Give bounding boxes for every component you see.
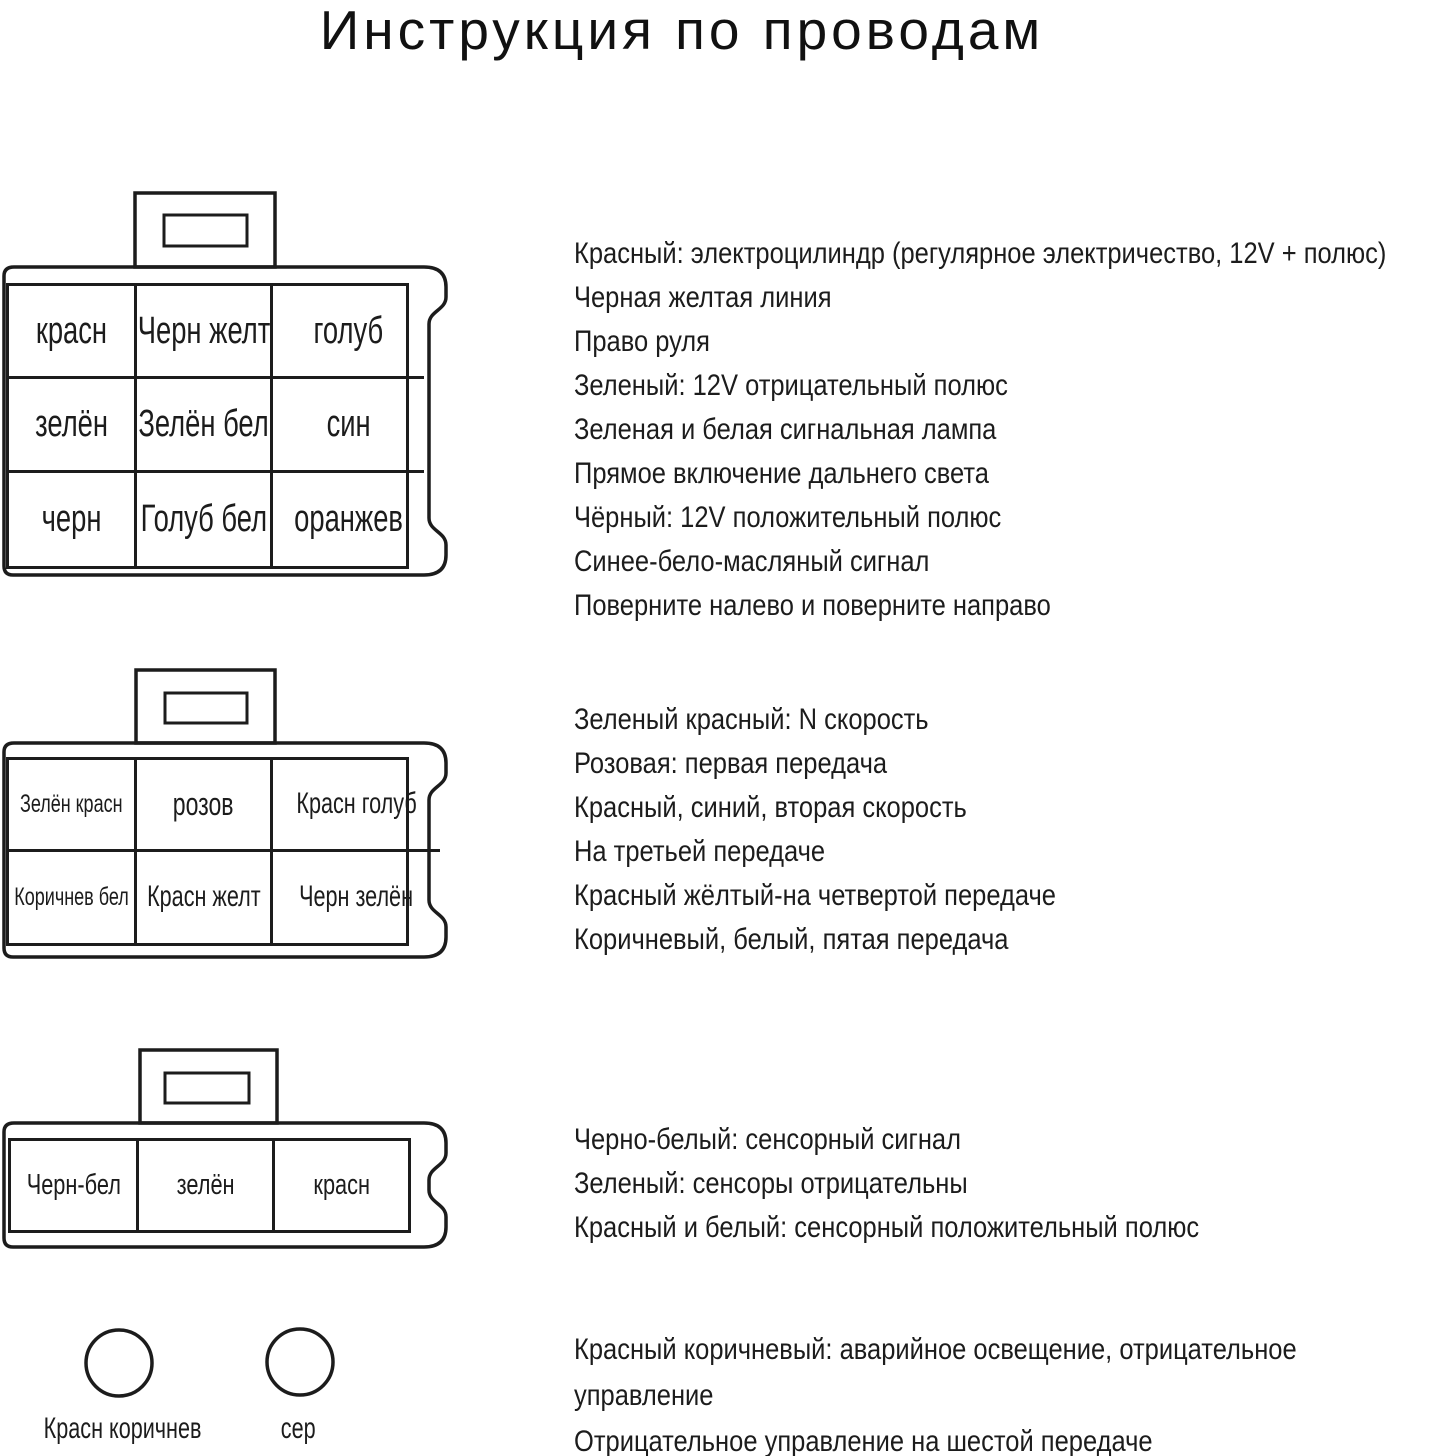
wire-cell-label: Черн зелён — [299, 880, 414, 914]
connector-1-tab-slot — [164, 215, 247, 246]
wire-cell — [9, 473, 137, 566]
note-line: Красный: электроцилиндр (регулярное электричество, 12V + полюс) — [574, 237, 1387, 270]
wire-cell-label: зелён — [176, 1169, 235, 1201]
wire-cell — [11, 1141, 139, 1230]
wire-cell — [137, 852, 273, 944]
wire-cell — [273, 852, 440, 944]
note-line: Коричневый, белый, пятая передача — [574, 923, 1009, 956]
pin-circle-gray — [267, 1329, 333, 1395]
wire-grid-1 — [6, 283, 409, 569]
note-line: Отрицательное управление на шестой передаче — [574, 1425, 1153, 1456]
connector-3-tab-slot — [165, 1073, 249, 1103]
wire-cell — [137, 473, 273, 566]
wire-cell-label: Красн желт — [146, 880, 261, 914]
note-line: Красный, синий, вторая скорость — [574, 791, 967, 824]
pin-label-text: сер — [280, 1412, 316, 1445]
note-line: Красный жёлтый-на четвертой передаче — [574, 879, 1056, 912]
wire-cell-label: черн — [41, 497, 102, 540]
note-line: Зеленый: сенсоры отрицательны — [574, 1167, 968, 1200]
connector-3-notes — [574, 1118, 1436, 1250]
wire-cell — [139, 1141, 275, 1230]
wire-cell-label: Зелён бел — [138, 402, 269, 445]
wire-cell — [137, 379, 273, 472]
wire-cell-label: Голуб бел — [140, 497, 267, 540]
wire-cell — [9, 760, 137, 852]
page-title: Инструкция по проводам — [319, 0, 1045, 61]
round-pin-notes — [574, 1327, 1436, 1456]
connector-1-tab — [135, 193, 275, 267]
wire-cell-label: красн — [35, 309, 108, 352]
connector-1-notes — [574, 232, 1436, 628]
wire-cell-label: Коричнев бел — [14, 882, 129, 911]
note-line: Прямое включение дальнего света — [574, 457, 989, 490]
wire-cell-label: Черн-бел — [26, 1169, 121, 1201]
wire-cell — [273, 760, 440, 852]
wire-cell-label: Красн голуб — [296, 787, 417, 821]
wire-grid-3 — [8, 1138, 411, 1233]
pin-label-gray — [198, 1412, 398, 1446]
wire-cell — [9, 379, 137, 472]
connector-2-notes — [574, 698, 1436, 962]
connector-2-tab-slot — [165, 693, 247, 723]
note-line: Черно-белый: сенсорный сигнал — [574, 1123, 961, 1156]
wire-cell — [273, 379, 424, 472]
note-line: Зеленый красный: N скорость — [574, 703, 929, 736]
note-line: Чёрный: 12V положительный полюс — [574, 501, 1002, 534]
connector-2-tab — [136, 670, 275, 743]
note-line: Красный и белый: сенсорный положительный полюс — [574, 1211, 1200, 1244]
wire-cell-label: син — [326, 402, 371, 445]
wire-cell — [9, 286, 137, 379]
pin-circle-red-brown — [86, 1330, 152, 1396]
note-line: Зеленая и белая сигнальная лампа — [574, 413, 997, 446]
note-line: Красный коричневый: аварийное освещение, отрицательное управление — [574, 1333, 1297, 1412]
wire-cell-label: Черн желт — [137, 309, 270, 352]
wire-cell-label: зелён — [35, 402, 108, 445]
wire-cell — [275, 1141, 408, 1230]
note-line: Право руля — [574, 325, 710, 358]
wire-cell-label: красн — [313, 1169, 370, 1201]
wire-cell — [137, 760, 273, 852]
pin-label-text: Красн коричнев — [43, 1412, 202, 1445]
wire-cell-label: розов — [173, 785, 234, 822]
note-line: Черная желтая линия — [574, 281, 832, 314]
wire-cell-label: голуб — [313, 309, 384, 352]
pin-label-red-brown — [13, 1412, 213, 1446]
note-line: Синее-бело-масляный сигнал — [574, 545, 930, 578]
wire-cell — [273, 286, 424, 379]
note-line: Поверните налево и поверните направо — [574, 589, 1051, 622]
connector-3-tab — [140, 1050, 277, 1123]
wire-cell — [9, 852, 137, 944]
wire-cell — [137, 286, 273, 379]
wire-cell — [273, 473, 424, 566]
wire-cell-label: оранжев — [294, 497, 403, 540]
note-line: Розовая: первая передача — [574, 747, 888, 780]
wire-cell-label: Зелён красн — [20, 789, 123, 818]
note-line: На третьей передаче — [574, 835, 826, 868]
wire-grid-2 — [6, 757, 417, 946]
note-line: Зеленый: 12V отрицательный полюс — [574, 369, 1008, 402]
